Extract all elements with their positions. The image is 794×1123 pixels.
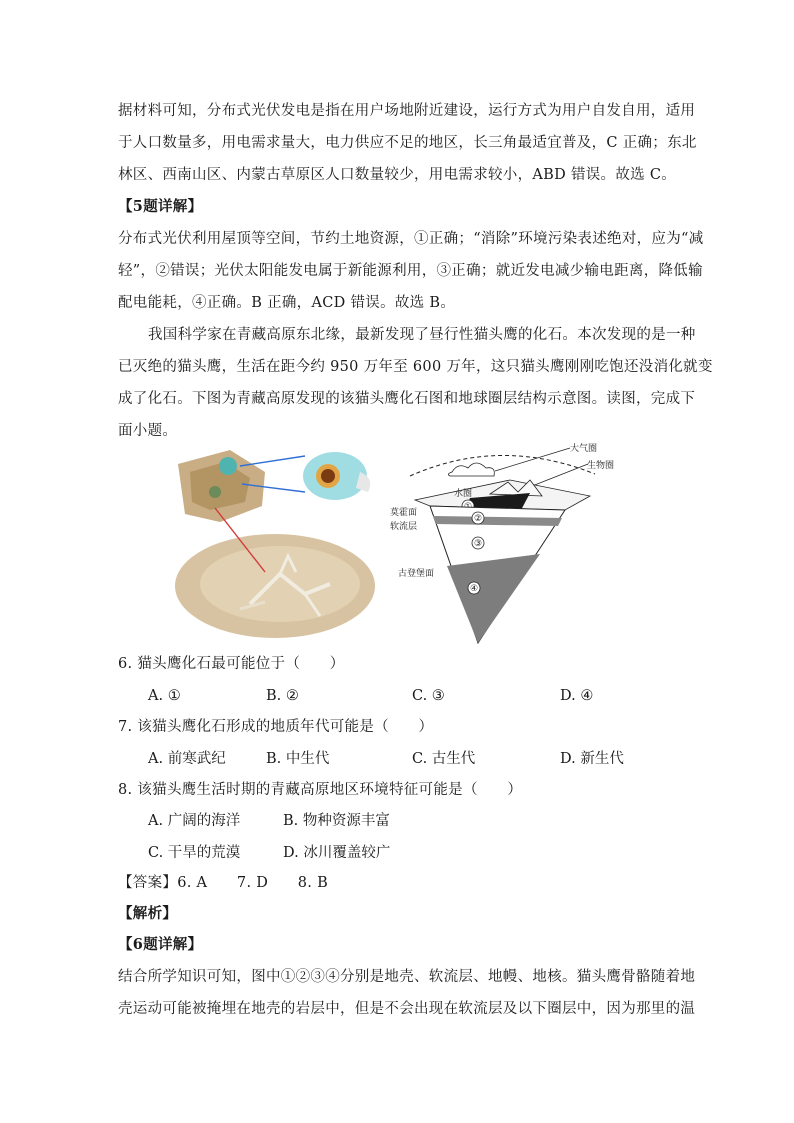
owl-fossil-photo xyxy=(170,444,385,639)
material-line: 成了化石。下图为青藏高原发现的该猫头鹰化石图和地球圈层结构示意图。读图，完成下 xyxy=(118,391,696,407)
paragraph-line: 轻”，②错误；光伏太阳能发电属于新能源利用，③正确；就近发电减少输电距离，降低输 xyxy=(118,263,703,279)
layer-3-label: ③ xyxy=(474,539,483,549)
q7-option-b: B. 中生代 xyxy=(266,751,330,767)
q6-option-d: D. ④ xyxy=(560,688,594,704)
answer-line: 【答案】6. A 7. D 8. B xyxy=(118,875,329,891)
q7-option-d: D. 新生代 xyxy=(560,751,624,767)
layer-4-label: ④ xyxy=(470,584,479,594)
layer-2-label: ② xyxy=(474,514,483,524)
section-heading-q5: 【5题详解】 xyxy=(118,198,203,215)
paragraph-line: 结合所学知识可知，图中①②③④分别是地壳、软流层、地幔、地核。猫头鹰骨骼随着地 xyxy=(118,969,696,985)
q7-option-c: C. 古生代 xyxy=(412,751,476,767)
paragraph-line: 壳运动可能被掩埋在地壳的岩层中，但是不会出现在软流层及以下圈层中，因为那里的温 xyxy=(118,1001,696,1017)
atmosphere-label: 大气圈 xyxy=(570,444,598,454)
paragraph-line: 分布式光伏利用屋顶等空间，节约土地资源，①正确；“消除”环境污染表述绝对，应为“减 xyxy=(118,231,704,247)
question-8-stem: 8. 该猫头鹰生活时期的青藏高原地区环境特征可能是（ ） xyxy=(118,782,523,798)
section-heading-q6: 【6题详解】 xyxy=(118,936,203,953)
material-line: 我国科学家在青藏高原东北缘，最新发现了昼行性猫头鹰的化石。本次发现的是一种 xyxy=(148,327,696,343)
q8-option-b: B. 物种资源丰富 xyxy=(283,813,390,829)
paragraph-line: 配电能耗，④正确。B 正确，ACD 错误。故选 B。 xyxy=(118,295,456,311)
earth-sphere-diagram xyxy=(390,438,630,648)
q7-option-a: A. 前寒武纪 xyxy=(148,751,226,767)
q6-option-b: B. ② xyxy=(266,688,299,704)
paragraph-line: 于人口数量多，用电需求量大，电力供应不足的地区，长三角最适宜普及，C 正确；东北 xyxy=(118,135,697,151)
q6-option-a: A. ① xyxy=(148,688,181,704)
paragraph-line: 林区、西南山区、内蒙古草原区人口数量较少，用电需求较小，ABD 错误。故选 C。 xyxy=(118,167,677,183)
moho-label: 莫霍面 xyxy=(390,508,418,518)
q6-option-c: C. ③ xyxy=(412,688,445,704)
question-6-stem: 6. 猫头鹰化石最可能位于（ ） xyxy=(118,656,345,672)
biosphere-label: 生物圈 xyxy=(587,461,615,471)
asthenosphere-label: 软流层 xyxy=(390,522,418,532)
q8-option-c: C. 干旱的荒漠 xyxy=(148,845,241,861)
analysis-heading: 【解析】 xyxy=(118,905,178,922)
hydrosphere-label: 水圈 xyxy=(454,489,473,499)
material-line: 已灭绝的猫头鹰，生活在距今约 950 万年至 600 万年，这只猫头鹰刚刚吃饱还没消化就变 xyxy=(118,359,713,375)
question-7-stem: 7. 该猫头鹰化石形成的地质年代可能是（ ） xyxy=(118,719,434,735)
gutenberg-label: 古登堡面 xyxy=(398,569,435,579)
material-line: 面小题。 xyxy=(118,423,178,439)
paragraph-line: 据材料可知，分布式光伏发电是指在用户场地附近建设，运行方式为用户自发自用，适用 xyxy=(118,103,696,119)
q8-option-a: A. 广阔的海洋 xyxy=(148,813,241,829)
q8-option-d: D. 冰川覆盖较广 xyxy=(283,845,391,861)
